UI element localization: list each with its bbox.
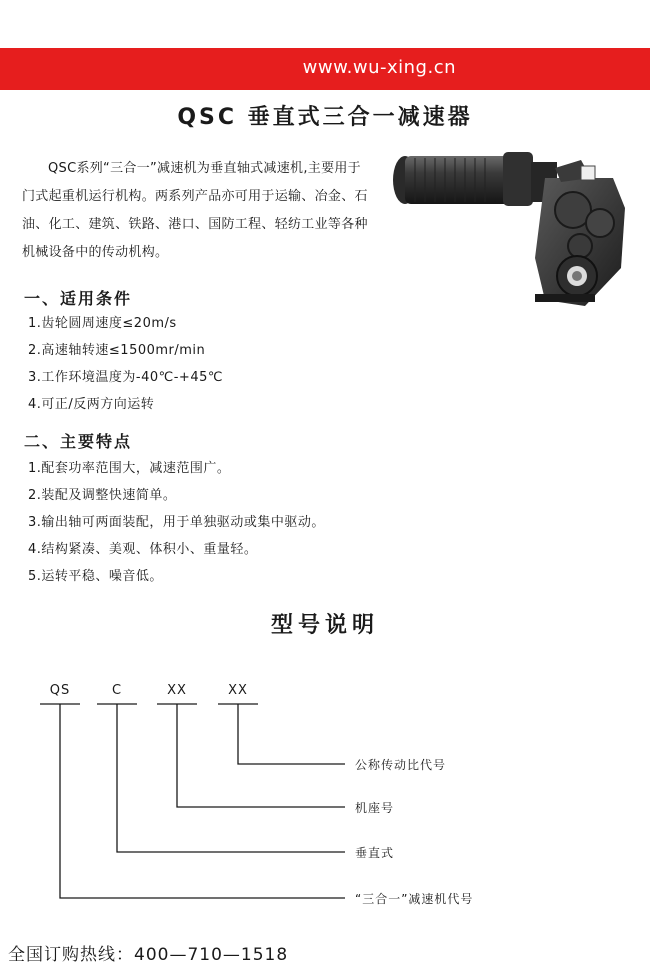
desc-vertical: 垂直式 bbox=[355, 846, 395, 860]
features-heading: 二、主要特点 bbox=[24, 432, 133, 451]
list-item: 1.配套功率范围大，减速范围广。 bbox=[28, 461, 231, 476]
desc-frame: 机座号 bbox=[355, 801, 395, 815]
list-item: 2.装配及调整快速简单。 bbox=[28, 488, 177, 503]
list-item: 3.工作环境温度为-40℃-+45℃ bbox=[28, 370, 223, 385]
code-ratio: XX bbox=[228, 683, 248, 698]
code-c: C bbox=[111, 683, 123, 698]
list-item: 3.输出轴可两面装配，用于单独驱动或集中驱动。 bbox=[28, 515, 325, 530]
site-url[interactable]: www.wu-xing.cn bbox=[302, 57, 456, 78]
page-title: QSC 垂直式三合一减速器 bbox=[177, 105, 473, 130]
intro-paragraph: QSC系列“三合一”减速机为垂直轴式减速机,主要用于门式起重机运行机构。两系列产品亦可用于运输、冶金、石油、化工、建筑、铁路、港口、国防工程、轻纺工业等各种机械设备中的传动机构。 bbox=[22, 161, 368, 260]
desc-ratio: 公称传动比代号 bbox=[355, 758, 447, 772]
hotline: 全国订购热线：400—710—1518 bbox=[8, 945, 289, 965]
intro-text bbox=[22, 155, 368, 267]
conditions-list bbox=[28, 310, 223, 418]
list-item: 5.运转平稳、噪音低。 bbox=[28, 569, 163, 584]
model-code-diagram bbox=[0, 690, 650, 920]
list-item: 4.结构紧凑、美观、体积小、重量轻。 bbox=[28, 542, 258, 557]
model-heading: 型号说明 bbox=[270, 613, 379, 638]
list-item: 1.齿轮圆周速度≤20m/s bbox=[28, 316, 177, 331]
code-qs: QS bbox=[49, 683, 71, 698]
code-frame: XX bbox=[167, 683, 187, 698]
list-item: 2.高速轴转速≤1500mr/min bbox=[28, 343, 206, 358]
desc-series: “三合一”减速机代号 bbox=[355, 892, 474, 906]
header-banner bbox=[0, 48, 650, 90]
gear-reducer-image bbox=[385, 148, 640, 313]
conditions-heading: 一、适用条件 bbox=[24, 289, 133, 308]
features-list bbox=[28, 455, 325, 590]
list-item: 4.可正/反两方向运转 bbox=[28, 397, 155, 412]
